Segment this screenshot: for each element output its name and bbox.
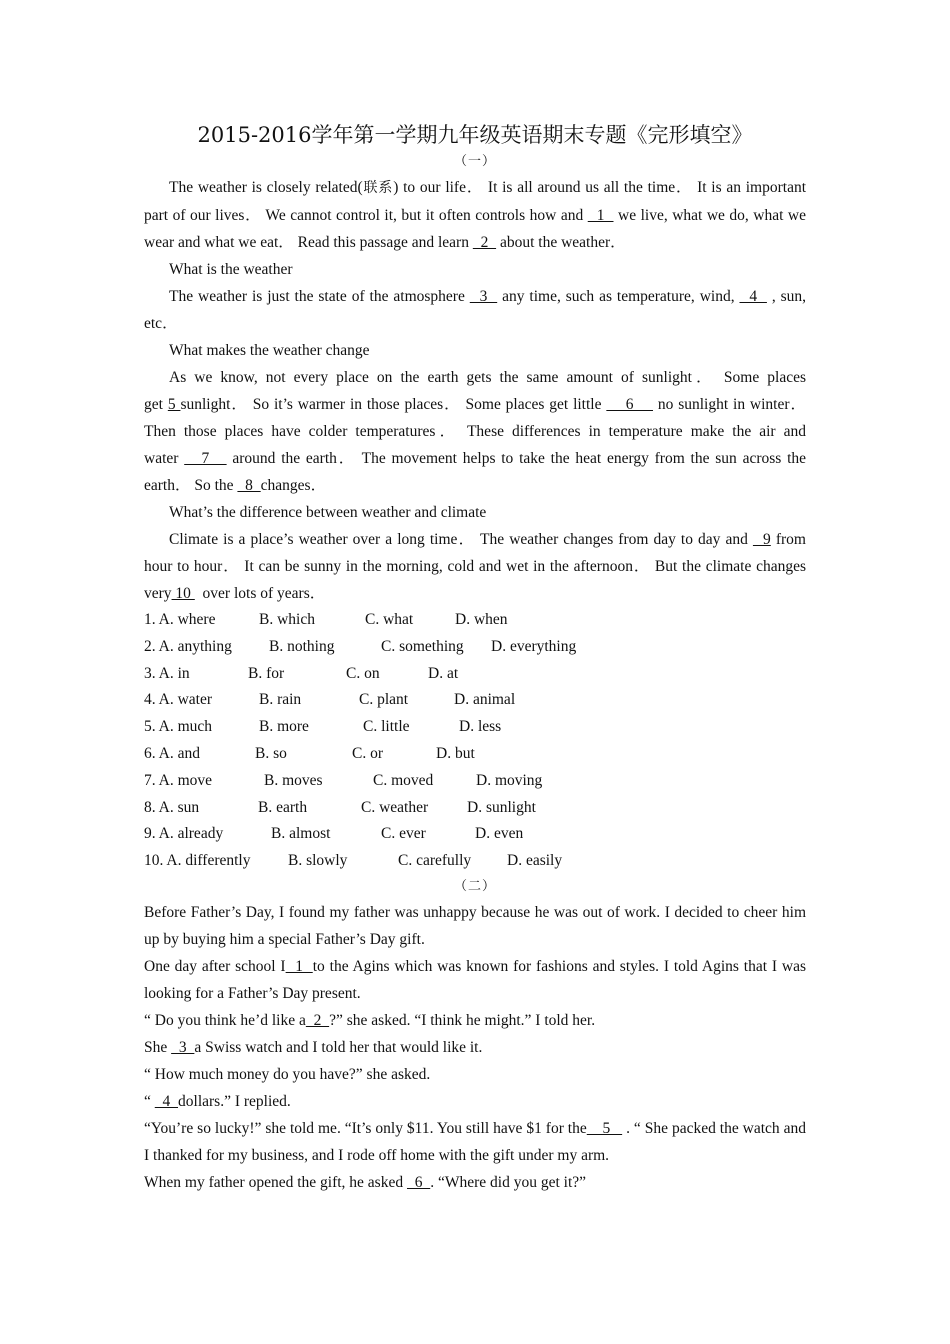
option-row [144, 714, 806, 741]
option-b: B. earth [258, 798, 308, 816]
section-2-passage [144, 899, 806, 1196]
section-2-paragraph [144, 953, 806, 1007]
passage-text: we live, what we do, what we wear and what we eat． Read this passage and learn [144, 207, 806, 251]
passage-text: “ Do you think he’d like a [144, 1011, 306, 1029]
blank-number: 1 [285, 957, 313, 975]
section-1-paragraph [144, 499, 806, 526]
passage-text: . “ She packed the watch and I thanked for my business, and I rode off home with the gift under my arm. [144, 1119, 806, 1164]
passage-text: As we know, not every place on the earth gets the same amount of sunlight． Some places get [144, 369, 806, 413]
option-b: B. so [255, 744, 287, 762]
passage-text: The weather is closely related( [169, 179, 363, 196]
blank-number: 6 [406, 1173, 431, 1191]
blank-number: 5 [167, 396, 181, 413]
section-2-heading: （二） [453, 878, 496, 894]
option-c: C. something [381, 637, 464, 655]
option-a: 8. A. sun [144, 798, 200, 816]
option-d: D. everything [491, 637, 577, 655]
option-a: 4. A. water [144, 691, 213, 709]
section-1-passage [144, 174, 806, 607]
passage-text: Climate is a place’s weather over a long time． The weather changes from day to day and [169, 531, 753, 548]
option-c: C. weather [361, 798, 429, 816]
blank-number: 2 [472, 234, 497, 251]
option-c: C. plant [359, 691, 409, 709]
blank-number: 1 [587, 207, 614, 224]
blank-number: 9 [752, 531, 771, 548]
section-1-paragraph [144, 174, 806, 256]
blank-number: 10 [171, 585, 195, 602]
passage-text: ?” she asked. “I think he might.” I told her. [329, 1011, 596, 1029]
section-2-paragraph [144, 1007, 806, 1034]
option-b: B. nothing [269, 637, 335, 655]
section-2-paragraph [144, 1169, 806, 1196]
passage-text: What is the weather [169, 261, 293, 278]
option-b: B. almost [271, 825, 331, 843]
passage-text: The weather is just the state of the atmosphere [169, 288, 470, 305]
option-d: D. moving [476, 771, 543, 789]
passage-text: When my father opened the gift, he asked [144, 1173, 407, 1191]
option-row [144, 687, 806, 714]
passage-text: “ [144, 1092, 155, 1110]
section-1-heading: （一） [453, 154, 496, 169]
option-a: 2. A. anything [144, 637, 232, 655]
section-2-paragraph [144, 1088, 806, 1115]
section-1-paragraph [144, 283, 806, 337]
passage-text: about the weather． [496, 234, 626, 251]
option-d: D. at [428, 664, 459, 682]
passage-text: dollars.” I replied. [178, 1092, 291, 1110]
option-c: C. what [365, 611, 414, 628]
option-d: D. when [455, 611, 508, 628]
section-1-options [144, 607, 806, 875]
blank-number: 4 [739, 288, 767, 305]
option-a: 1. A. where [144, 611, 216, 628]
document-page [144, 120, 806, 1196]
option-a: 3. A. in [144, 664, 190, 682]
option-row [144, 795, 806, 822]
option-b: B. rain [259, 691, 302, 709]
option-d: D. but [436, 744, 475, 762]
section-2-paragraph [144, 1061, 806, 1088]
passage-text: no sunlight in winter． Then those places have colder temperatures． These differences in temperature make the air and water [144, 396, 807, 467]
passage-text: One day after school I [144, 957, 286, 975]
section-1-paragraph [144, 337, 806, 364]
option-row [144, 741, 806, 768]
blank-number: 6 [606, 396, 653, 413]
passage-text: to the Agins which was known for fashions and styles. I told Agins that I was looking for a Father’s Day present. [144, 957, 806, 1002]
blank-number: 3 [469, 288, 498, 305]
passage-text: changes． [260, 477, 327, 494]
blank-number: 5 [586, 1119, 623, 1137]
option-c: C. on [346, 664, 380, 682]
passage-text: What’s the difference between weather and climate [169, 504, 487, 521]
option-d: D. less [459, 718, 502, 736]
option-a: 9. A. already [144, 825, 224, 843]
option-row [144, 634, 806, 661]
passage-text: , sun, etc． [144, 288, 807, 332]
passage-text: ) to our life． It is all around us all the time． It is an important part of our lives． We cannot control it, but it often controls how and [144, 179, 807, 224]
section-1-paragraph [144, 526, 806, 607]
passage-text: from hour to hour． It can be sunny in the morning, cold and wet in the afternoon． But the climate changes very [144, 531, 806, 602]
option-b: B. which [259, 611, 315, 628]
section-2-paragraph [144, 1034, 806, 1061]
blank-number: 8 [237, 477, 261, 494]
passage-text: any time, such as temperature, wind, [497, 288, 740, 305]
passage-text: She [144, 1038, 172, 1056]
passage-text: What makes the weather change [169, 342, 370, 359]
blank-number: 2 [305, 1011, 330, 1029]
option-row [144, 661, 806, 688]
option-row [144, 848, 806, 875]
chinese-gloss: 联系 [362, 180, 394, 196]
option-c: C. little [363, 718, 410, 736]
passage-text: over lots of years． [194, 585, 326, 602]
option-d: D. sunlight [467, 798, 536, 816]
section-2-paragraph [144, 1115, 806, 1169]
option-c: C. moved [373, 771, 434, 789]
option-row [144, 768, 806, 795]
option-d: D. easily [507, 852, 563, 870]
passage-text: Before Father’s Day, I found my father was unhappy because he was out of work. I decided to cheer him up by buying him a special Father’s Day gift. [144, 903, 806, 948]
option-a: 6. A. and [144, 744, 200, 762]
passage-text: around the earth． The movement helps to take the heat energy from the sun across the earth． So the [144, 450, 807, 494]
passage-text: “ How much money do you have?” she asked. [144, 1065, 431, 1083]
section-1-paragraph [144, 256, 806, 283]
option-row [144, 607, 806, 634]
option-b: B. more [259, 718, 309, 736]
passage-text: “You’re so lucky!” she told me. “It’s only $11. You still have $1 for the [144, 1119, 587, 1137]
blank-number: 4 [154, 1092, 179, 1110]
option-b: B. moves [264, 771, 323, 789]
section-2-paragraph [144, 899, 806, 953]
option-c: C. or [352, 744, 383, 762]
option-d: D. animal [454, 691, 516, 709]
blank-number: 3 [171, 1038, 195, 1056]
passage-text: a Swiss watch and I told her that would like it. [194, 1038, 483, 1056]
option-d: D. even [475, 825, 524, 843]
option-row [144, 821, 806, 848]
option-c: C. ever [381, 825, 426, 843]
document-title: 2015-2016学年第一学期九年级英语期末专题《完形填空》 [197, 123, 753, 147]
option-b: B. slowly [288, 852, 348, 870]
option-a: 5. A. much [144, 718, 213, 736]
option-a: 10. A. differently [144, 852, 251, 870]
passage-text: sunlight． So it’s warmer in those places． Some places get little [180, 396, 607, 413]
blank-number: 7 [184, 450, 227, 467]
passage-text: . “Where did you get it?” [430, 1173, 587, 1191]
option-c: C. carefully [398, 852, 472, 870]
option-b: B. for [248, 664, 285, 682]
option-a: 7. A. move [144, 771, 213, 789]
section-1-paragraph [144, 364, 806, 499]
